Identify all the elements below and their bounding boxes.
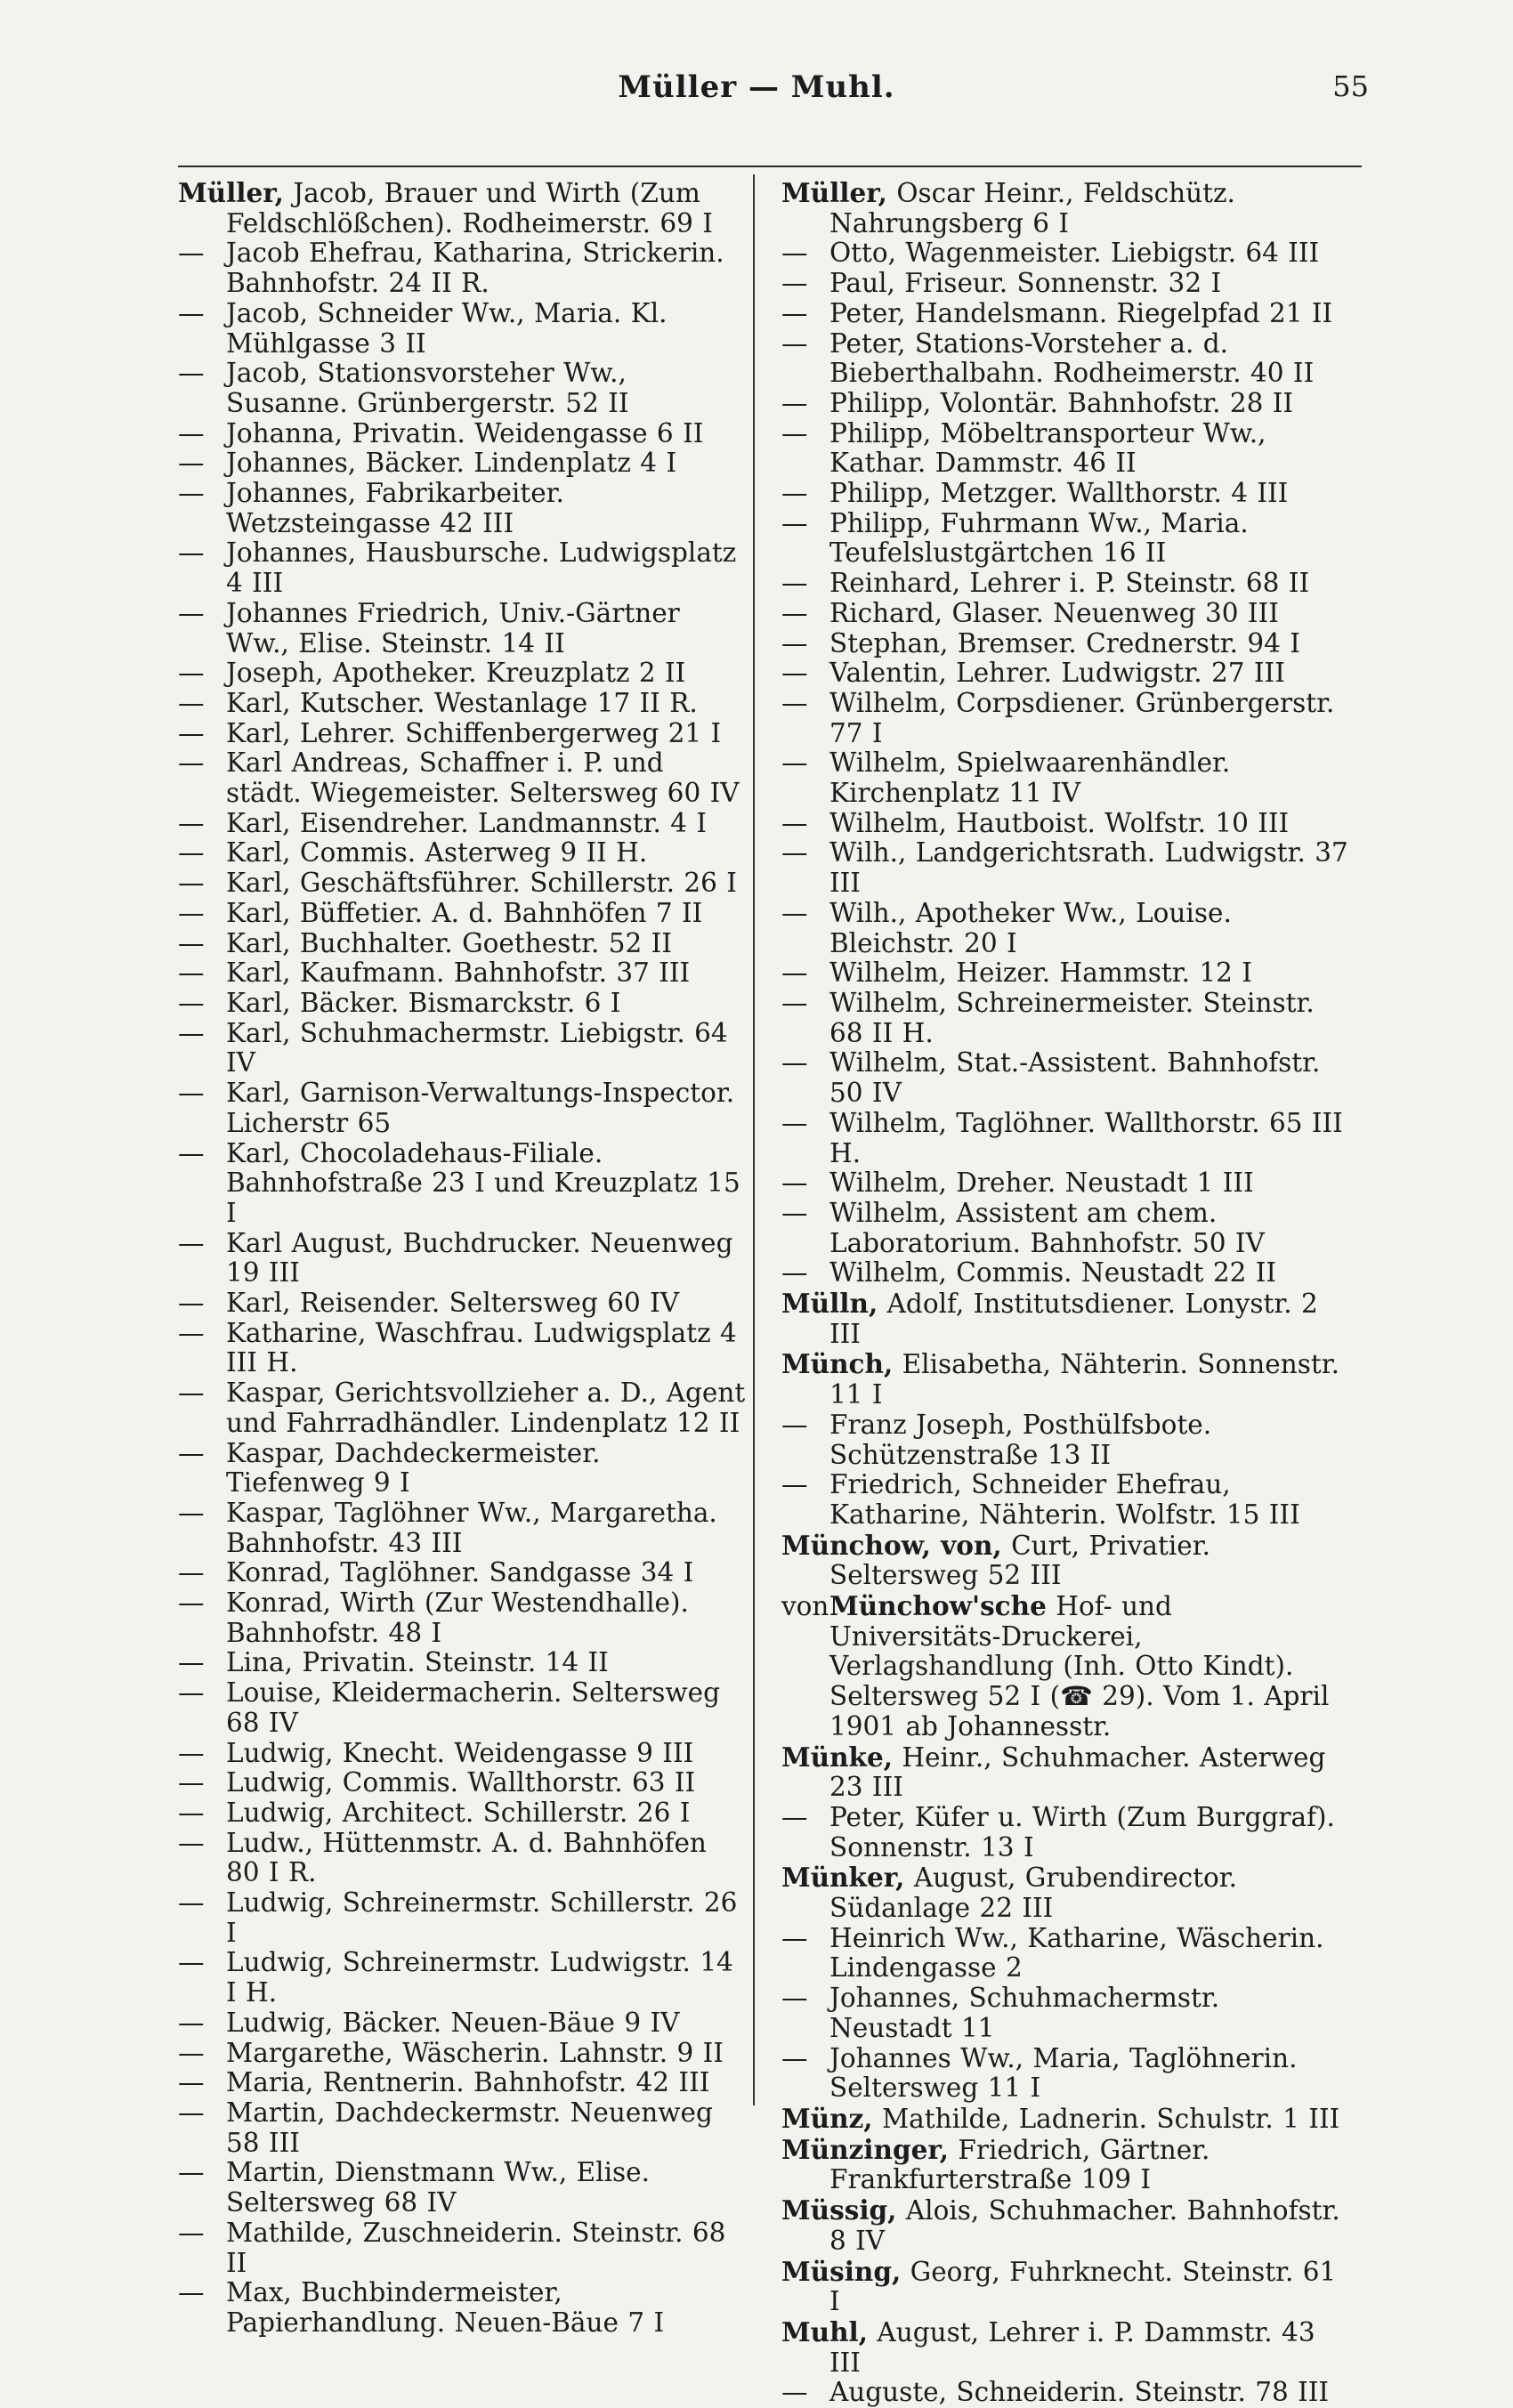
entry-lead: — [178, 238, 205, 269]
entry-lead: — [781, 987, 808, 1018]
entry-text: Wilhelm, Spielwaarenhändler. Kirchenplatz 11 IV [829, 747, 1231, 809]
entry-text: Heinr., Schuhmacher. Asterweg 23 III [829, 1741, 1326, 1803]
directory-entry [781, 299, 1351, 329]
entry-text: Wilhelm, Schreinermeister. Steinstr. 68 II H. [829, 987, 1315, 1048]
entry-text: Mathilde, Ladnerin. Schulstr. 1 III [881, 2104, 1340, 2134]
column-separator [753, 174, 755, 2105]
entry-text: Ludwig, Knecht. Weidengasse 9 III [226, 1737, 694, 1768]
entry-text: Karl, Commis. Asterweg 9 II H. [226, 837, 648, 869]
entry-lead: — [178, 2097, 205, 2128]
directory-entry [781, 2317, 1351, 2378]
directory-entry [178, 2158, 748, 2218]
directory-entry [178, 1678, 748, 1738]
entry-lead: — [178, 687, 205, 718]
directory-entry [178, 2008, 748, 2039]
directory-entry [178, 2098, 748, 2158]
directory-entry [781, 2257, 1351, 2317]
entry-text: Karl, Kutscher. Westanlage 17 II R. [226, 687, 698, 718]
directory-entry [178, 1378, 748, 1438]
directory-entry [781, 1258, 1351, 1289]
entry-surname: Münchow, von, [781, 1529, 1002, 1561]
entry-lead: — [781, 1983, 808, 2014]
entry-lead: — [781, 687, 808, 718]
entry-text: Kaspar, Gerichtsvollzieher a. D., Agent und Fahrradhändler. Lindenplatz 12 II [226, 1378, 746, 1438]
entry-text: Mathilde, Zuschneiderin. Steinstr. 68 II [226, 2217, 726, 2278]
entry-text: Karl, Geschäftsführer. Schillerstr. 26 I [226, 868, 737, 899]
directory-entry [178, 599, 748, 659]
entry-surname: Münchow'sche [829, 1590, 1047, 1622]
directory-entry [178, 1588, 748, 1648]
directory-entry [178, 899, 748, 929]
entry-lead: — [178, 1437, 205, 1468]
entry-text: Wilhelm, Dreher. Neustadt 1 III [829, 1168, 1254, 1199]
entry-text: Louise, Kleidermacherin. Seltersweg 68 IV [226, 1677, 721, 1738]
entry-lead: — [178, 1288, 205, 1319]
directory-entry [781, 1109, 1351, 1168]
entry-text: Friedrich, Schneider Ehefrau, Katharine, Nähterin. Wolfstr. 15 III [829, 1469, 1300, 1530]
directory-entry [781, 2104, 1351, 2135]
entry-text: Wilh., Landgerichtsrath. Ludwigstr. 37 III [829, 837, 1348, 899]
entry-text: Johannes, Schuhmachermstr. Neustadt 11 [829, 1983, 1220, 2043]
entry-text: Wilh., Apotheker Ww., Louise. Bleichstr. 20 I [829, 897, 1232, 958]
directory-entry [781, 269, 1351, 299]
entry-lead: — [178, 658, 205, 689]
entry-text: Konrad, Wirth (Zur Westendhalle). Bahnhofstr. 48 I [226, 1588, 689, 1648]
directory-entry [781, 1048, 1351, 1108]
directory-entry [178, 1139, 748, 1229]
entry-text: Heinrich Ww., Katharine, Wäscherin. Lindengasse 2 [829, 1922, 1324, 1984]
directory-entry [781, 419, 1351, 479]
directory-entry [178, 659, 748, 689]
entry-lead: — [178, 1227, 205, 1258]
entry-lead: — [781, 1922, 808, 1953]
entry-surname: Müsing, [781, 2255, 902, 2287]
directory-entry [178, 1319, 748, 1378]
entry-lead: — [178, 448, 205, 479]
entry-text: Auguste, Schneiderin. Steinstr. 78 III [829, 2377, 1330, 2408]
entry-text: Philipp, Fuhrmann Ww., Maria. Teufelslustgärtchen 16 II [829, 507, 1249, 569]
entry-lead: — [178, 1497, 205, 1528]
entry-text: Karl Andreas, Schaffner i. P. und städt. Wiegemeister. Seltersweg 60 IV [226, 747, 740, 809]
entry-lead: — [178, 1317, 205, 1348]
left-column [178, 178, 748, 2339]
entry-lead: — [178, 597, 205, 628]
entry-text: Johannes Ww., Maria, Taglöhnerin. Seltersweg 11 I [829, 2042, 1298, 2104]
directory-entry [781, 1410, 1351, 1470]
entry-text: Konrad, Taglöhner. Sandgasse 34 I [226, 1557, 694, 1588]
directory-entry [178, 1289, 748, 1319]
entry-text: Valentin, Lehrer. Ludwigstr. 27 III [829, 658, 1285, 689]
directory-entry [178, 1558, 748, 1588]
directory-entry [781, 989, 1351, 1048]
entry-text: Karl, Lehrer. Schiffenbergerweg 21 I [226, 717, 722, 748]
directory-entry [781, 2378, 1351, 2408]
entry-text: Oscar Heinr., Feldschütz. Nahrungsberg 6 I [829, 178, 1235, 238]
directory-entry [178, 838, 748, 869]
entry-surname: Münker, [781, 1862, 905, 1894]
directory-entry [781, 1199, 1351, 1258]
entry-lead: — [781, 268, 808, 299]
entry-text: Wilhelm, Heizer. Hammstr. 12 I [829, 958, 1252, 989]
directory-entry [781, 1803, 1351, 1863]
entry-lead: — [781, 2042, 808, 2073]
directory-entry [781, 809, 1351, 839]
directory-entry [781, 1349, 1351, 1410]
entry-lead: — [178, 807, 205, 838]
directory-entry [178, 989, 748, 1019]
entry-lead: — [178, 1378, 205, 1409]
directory-entry [178, 1948, 748, 2008]
directory-entry [178, 1739, 748, 1769]
entry-text: Ludwig, Bäcker. Neuen-Bäue 9 IV [226, 2007, 680, 2038]
entry-lead: — [178, 1947, 205, 1978]
directory-entry [178, 2039, 748, 2069]
entry-lead: — [781, 627, 808, 659]
page-number: 55 [1332, 69, 1369, 103]
entry-lead: — [178, 958, 205, 989]
entry-lead: — [178, 297, 205, 328]
directory-entry [781, 389, 1351, 419]
entry-lead: — [178, 1887, 205, 1919]
entry-lead: — [178, 1677, 205, 1709]
entry-text: Ludwig, Architect. Schillerstr. 26 I [226, 1797, 691, 1828]
directory-entry [781, 599, 1351, 629]
entry-surname: Muhl, [781, 2315, 869, 2347]
entry-lead: — [178, 417, 205, 448]
directory-entry [178, 809, 748, 839]
entry-text: Kaspar, Taglöhner Ww., Margaretha. Bahnhofstr. 43 III [226, 1497, 717, 1558]
entry-lead: — [178, 2217, 205, 2248]
page-header [0, 69, 1513, 123]
entry-lead: — [178, 2007, 205, 2038]
entry-text: Karl, Bäcker. Bismarckstr. 6 I [226, 987, 621, 1018]
directory-entry [781, 958, 1351, 989]
directory-entry [178, 1888, 748, 1948]
entry-lead: — [781, 1801, 808, 1832]
directory-entry [781, 509, 1351, 569]
entry-lead: — [781, 568, 808, 599]
entry-lead: — [781, 1197, 808, 1228]
entry-surname: Münzinger, [781, 2133, 950, 2165]
entry-text: Friedrich, Gärtner. Frankfurterstraße 109 I [829, 2134, 1210, 2195]
entry-lead: — [781, 1469, 808, 1500]
directory-entry [178, 1079, 748, 1138]
directory-entry [178, 419, 748, 449]
entry-text: Philipp, Möbeltransporteur Ww., Kathar. Dammstr. 46 II [829, 417, 1266, 479]
page-title: Müller — Muhl. [618, 69, 895, 105]
directory-entry [178, 2068, 748, 2098]
entry-lead: — [781, 1107, 808, 1138]
directory-entry [178, 1229, 748, 1289]
directory-entry [178, 1648, 748, 1678]
entry-surname: Müssig, [781, 2194, 897, 2226]
entry-text: Wilhelm, Hautboist. Wolfstr. 10 III [829, 807, 1290, 838]
directory-entry [178, 178, 748, 238]
entry-text: Ludw., Hüttenmstr. A. d. Bahnhöfen 80 I R. [226, 1827, 707, 1888]
entry-lead: — [178, 1797, 205, 1828]
entry-text: Stephan, Bremser. Crednerstr. 94 I [829, 627, 1300, 659]
entry-text: Maria, Rentnerin. Bahnhofstr. 42 III [226, 2067, 710, 2098]
directory-entry [178, 1798, 748, 1829]
entry-surname: Müller, [781, 177, 887, 208]
entry-lead: — [178, 537, 205, 569]
entry-text: Johanna, Privatin. Weidengasse 6 II [226, 417, 704, 448]
entry-text: Philipp, Metzger. Wallthorstr. 4 III [829, 478, 1289, 509]
directory-entry [178, 958, 748, 989]
entry-lead: — [781, 747, 808, 779]
directory-entry [781, 569, 1351, 599]
entry-lead: — [178, 1737, 205, 1768]
entry-lead: — [781, 897, 808, 928]
directory-entry [178, 479, 748, 538]
entry-text: Kaspar, Dachdeckermeister. Tiefenweg 9 I [226, 1437, 601, 1499]
entry-lead: — [781, 387, 808, 418]
entry-text: Wilhelm, Corpsdiener. Grünbergerstr. 77 I [829, 687, 1335, 748]
entry-lead: — [781, 658, 808, 689]
entry-text: Ludwig, Schreinermstr. Schillerstr. 26 I [226, 1887, 738, 1948]
entry-text: Johannes Friedrich, Univ.-Gärtner Ww., Elise. Steinstr. 14 II [226, 597, 680, 659]
entry-text: Reinhard, Lehrer i. P. Steinstr. 68 II [829, 568, 1310, 599]
entry-text: Joseph, Apotheker. Kreuzplatz 2 II [226, 658, 686, 689]
entry-text: Franz Joseph, Posthülfsbote. Schützenstraße 13 II [829, 1409, 1212, 1470]
entry-text: Jacob, Brauer und Wirth (Zum Feldschlößchen). Rodheimerstr. 69 I [226, 178, 713, 238]
directory-entry [781, 1924, 1351, 1984]
entry-lead: — [178, 1137, 205, 1168]
directory-entry [781, 1591, 1351, 1742]
directory-entry [781, 1742, 1351, 1803]
directory-entry [178, 538, 748, 598]
entry-text: Max, Buchbindermeister, Papierhandlung. Neuen-Bäue 7 I [226, 2277, 665, 2338]
directory-entry [781, 2135, 1351, 2195]
entry-text: Elisabetha, Nähterin. Sonnenstr. 11 I [829, 1349, 1339, 1410]
entry-lead: — [178, 2157, 205, 2188]
entry-text: Wilhelm, Assistent am chem. Laboratorium. Bahnhofstr. 50 IV [829, 1197, 1265, 1258]
directory-entry [781, 1863, 1351, 1923]
entry-text: Karl, Kaufmann. Bahnhofstr. 37 III [226, 958, 691, 989]
entry-text: Karl, Schuhmachermstr. Liebigstr. 64 IV [226, 1017, 728, 1079]
directory-entry [178, 299, 748, 359]
entry-lead: — [178, 1078, 205, 1109]
entry-lead: — [781, 807, 808, 838]
entry-text: Ludwig, Schreinermstr. Ludwigstr. 14 I H. [226, 1947, 733, 2008]
directory-entry [781, 1531, 1351, 1591]
entry-lead: — [178, 897, 205, 928]
entry-lead: — [781, 958, 808, 989]
entry-text: Katharine, Waschfrau. Ludwigsplatz 4 III H. [226, 1317, 737, 1378]
entry-lead: — [178, 1767, 205, 1798]
directory-entry [781, 629, 1351, 659]
entry-text: Philipp, Volontär. Bahnhofstr. 28 II [829, 387, 1294, 418]
entry-text: Wilhelm, Stat.-Assistent. Bahnhofstr. 50 IV [829, 1047, 1321, 1109]
entry-lead: — [178, 1557, 205, 1588]
entry-text: Peter, Handelsmann. Riegelpfad 21 II [829, 297, 1333, 328]
directory-entry [178, 1439, 748, 1499]
entry-lead: — [178, 358, 205, 389]
entry-lead: — [178, 2067, 205, 2098]
entry-surname: Mülln, [781, 1288, 878, 1320]
header-rule [178, 166, 1362, 167]
entry-text: Alois, Schuhmacher. Bahnhofstr. 8 IV [829, 2195, 1340, 2256]
entry-lead: — [178, 1017, 205, 1048]
directory-entry [178, 929, 748, 959]
entry-text: Martin, Dienstmann Ww., Elise. Seltersweg 68 IV [226, 2157, 650, 2218]
entry-surname: Münch, [781, 1348, 894, 1380]
directory-entry [781, 1168, 1351, 1199]
directory-entry [781, 238, 1351, 269]
directory-entry [781, 2044, 1351, 2104]
directory-entry [178, 2218, 748, 2278]
entry-text: Johannes, Bäcker. Lindenplatz 4 I [226, 448, 677, 479]
entry-lead: — [178, 1588, 205, 1619]
entry-text: Margarethe, Wäscherin. Lahnstr. 9 II [226, 2037, 724, 2068]
entry-text: Jacob, Schneider Ww., Maria. Kl. Mühlgasse 3 II [226, 297, 668, 359]
entry-lead: — [178, 837, 205, 869]
entry-lead: — [781, 597, 808, 628]
directory-entry [178, 748, 748, 808]
directory-entry [178, 1768, 748, 1798]
entry-lead: — [178, 1647, 205, 1678]
entry-lead: — [178, 927, 205, 958]
entry-text: Karl, Reisender. Seltersweg 60 IV [226, 1288, 680, 1319]
directory-entry [178, 2278, 748, 2338]
entry-lead: — [781, 327, 808, 359]
directory-entry [178, 719, 748, 749]
entry-lead: — [781, 2377, 808, 2408]
directory-entry [781, 1984, 1351, 2043]
entry-lead: — [178, 1827, 205, 1858]
entry-text: Paul, Friseur. Sonnenstr. 32 I [829, 268, 1222, 299]
directory-entry [781, 2195, 1351, 2256]
entry-lead: — [781, 1409, 808, 1440]
entry-text: Peter, Küfer u. Wirth (Zum Burggraf). Sonnenstr. 13 I [829, 1801, 1335, 1863]
directory-entry [781, 1289, 1351, 1349]
entry-text: Jacob Ehefrau, Katharina, Strickerin. Bahnhofstr. 24 II R. [226, 238, 724, 299]
entry-text: Karl, Büffetier. A. d. Bahnhöfen 7 II [226, 897, 703, 928]
entry-lead: — [781, 507, 808, 538]
entry-text: Hof- und Universitäts-Druckerei, Verlagshandlung (Inh. Otto Kindt). Seltersweg 52 I (☎ 29). Vom 1. April 1901 ab Johannesstr. [829, 1591, 1330, 1741]
entry-lead: — [178, 478, 205, 509]
entry-text: Johannes, Fabrikarbeiter. Wetzsteingasse 42 III [226, 478, 564, 538]
directory-entry [178, 689, 748, 719]
entry-text: Karl, Buchhalter. Goethestr. 52 II [226, 927, 672, 958]
entry-lead: — [178, 747, 205, 779]
entry-lead: — [178, 2277, 205, 2308]
entry-text: Martin, Dachdeckermstr. Neuenweg 58 III [226, 2097, 713, 2158]
directory-entry [781, 178, 1351, 238]
entry-text: Peter, Stations-Vorsteher a. d. Bieberthalbahn. Rodheimerstr. 40 II [829, 327, 1315, 389]
entry-lead: — [178, 987, 205, 1018]
directory-entry [781, 689, 1351, 748]
entry-lead: — [781, 1168, 808, 1199]
directory-entry [178, 869, 748, 899]
directory-entry [178, 1829, 748, 1888]
entry-text: Karl, Chocoladehaus-Filiale. Bahnhofstraße 23 I und Kreuzplatz 15 I [226, 1137, 740, 1228]
entry-lead: — [781, 297, 808, 328]
entry-text: Richard, Glaser. Neuenweg 30 III [829, 597, 1279, 628]
entry-text: Johannes, Hausbursche. Ludwigsplatz 4 III [226, 537, 737, 599]
entry-surname: Münz, [781, 2103, 873, 2134]
entry-lead: — [781, 1257, 808, 1289]
entry-text: Curt, Privatier. Seltersweg 52 III [829, 1530, 1211, 1591]
entry-text: Georg, Fuhrknecht. Steinstr. 61 I [829, 2256, 1337, 2317]
entry-text: August, Lehrer i. P. Dammstr. 43 III [829, 2316, 1315, 2378]
entry-lead: — [781, 1047, 808, 1079]
directory-entry [781, 748, 1351, 808]
entry-text: Wilhelm, Taglöhner. Wallthorstr. 65 III H. [829, 1107, 1343, 1168]
entry-text: Karl, Garnison-Verwaltungs-Inspector. Licherstr 65 [226, 1078, 735, 1138]
directory-entry [178, 359, 748, 418]
entry-text: Adolf, Institutsdiener. Lonystr. 2 III [829, 1289, 1318, 1349]
directory-entry [178, 448, 748, 479]
directory-entry [781, 899, 1351, 958]
entry-lead: — [781, 238, 808, 269]
entry-lead: — [781, 478, 808, 509]
directory-entry [781, 479, 1351, 509]
entry-lead: — [178, 868, 205, 899]
entry-surname: Münke, [781, 1741, 894, 1773]
directory-entry [178, 1019, 748, 1079]
entry-text: Otto, Wagenmeister. Liebigstr. 64 III [829, 238, 1320, 269]
entry-text: Wilhelm, Commis. Neustadt 22 II [829, 1257, 1277, 1289]
entry-lead: — [781, 417, 808, 448]
directory-entry [178, 1499, 748, 1558]
right-column [781, 178, 1351, 2408]
directory-entry [781, 1470, 1351, 1530]
entry-lead: — [178, 2037, 205, 2068]
entry-text: Jacob, Stationsvorsteher Ww., Susanne. Grünbergerstr. 52 II [226, 358, 629, 418]
entry-text: August, Grubendirector. Südanlage 22 III [829, 1863, 1238, 1924]
entry-text: Karl, Eisendreher. Landmannstr. 4 I [226, 807, 708, 838]
directory-entry [781, 329, 1351, 389]
directory-entry [781, 659, 1351, 689]
directory-entry [178, 238, 748, 298]
directory-entry [781, 838, 1351, 898]
entry-lead: von [781, 1591, 829, 1622]
entry-text: Lina, Privatin. Steinstr. 14 II [226, 1647, 609, 1678]
entry-text: Ludwig, Commis. Wallthorstr. 63 II [226, 1767, 696, 1798]
entry-lead: — [781, 837, 808, 869]
entry-lead: — [178, 717, 205, 748]
entry-surname: Müller, [178, 177, 284, 208]
entry-text: Karl August, Buchdrucker. Neuenweg 19 III [226, 1227, 733, 1289]
